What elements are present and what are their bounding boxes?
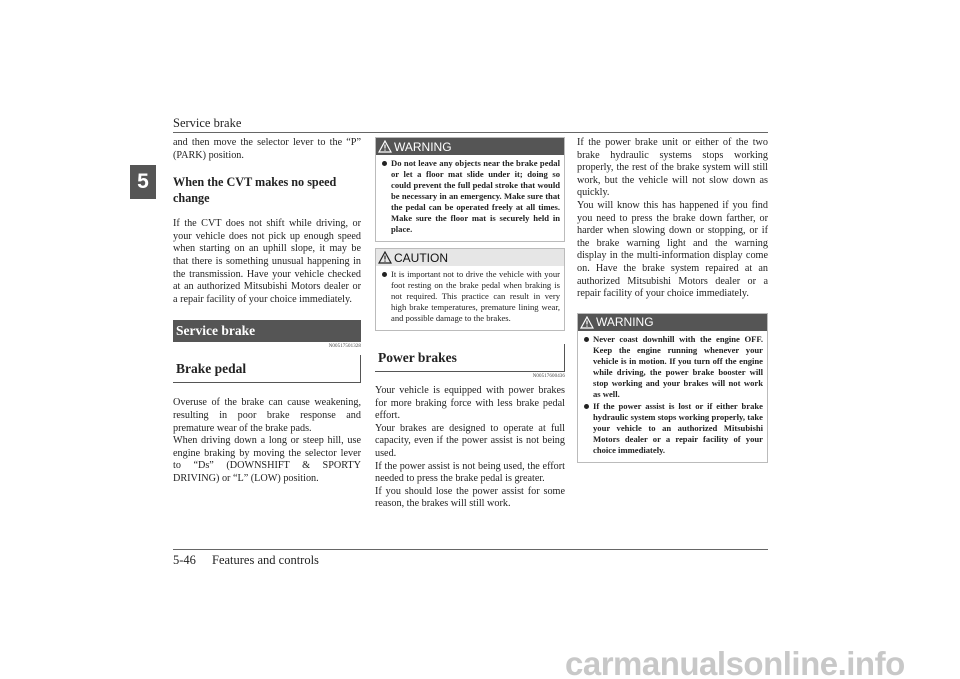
warning-text: Do not leave any objects near the brake pedal or let a floor mat slide under it; doing so could prevent the full pedal stroke that would be necessary in an emergency. Make sure that the pedal can be operated freely at all times. Make sure the floor mat is securely held in place. [391,158,560,234]
warning-item [380,158,560,235]
column-middle [375,137,565,511]
warning-box-coast [577,313,768,463]
warning-triangle-icon [580,316,594,329]
chapter-tab: 5 [130,165,156,199]
caution-item [380,269,560,324]
cvt-body: If the CVT does not shift while driving, or your vehicle does not pick up enough speed when starting on an uphill slope, it may be that there is something unusual happening in the transmission. Have your vehicle checked at an authorized Mitsubishi Motors dealer or a repair facility of your choice immediately. [173,218,361,305]
warning-header [578,314,767,331]
top-rule [173,132,768,133]
page-number: 5-46 [173,553,196,567]
caution-label: CAUTION [394,250,448,265]
cvt-heading: When the CVT makes no speed change [173,175,337,205]
warning-label: WARNING [394,139,452,154]
bullet-dot-icon [584,337,589,342]
warning-header [376,138,564,155]
bullet-dot-icon [382,161,387,166]
pedal-body-1: Overuse of the brake can cause weakening, resulting in poor brake response and premature wear of the brake pads. [173,397,361,434]
column-right [577,137,768,463]
warning-box-pedal [375,137,565,242]
warning-item-2: If the power assist is lost or if either brake hydraulic system stops working properly, take your vehicle to an authorized Mitsubishi Motors dealer or a repair facility of your choice immediately. [593,400,763,455]
column-left [173,137,361,486]
running-title: Service brake [173,116,242,130]
power-code: N00517600436 [532,374,565,379]
section-code: N00517501328 [328,344,361,350]
caution-header [376,249,564,266]
pedal-body-2: When driving down a long or steep hill, use engine braking by moving the selector lever to “Ds” (DOWNSHIFT & SPORTY DRIVING) or “L” (LOW) position. [173,435,361,484]
watermark: carmanualsonline.info [565,645,905,679]
warning-item-1: Never coast downhill with the engine OFF. Keep the engine running whenever your vehicle is in motion. If you turn off the engine while driving, the power brake booster will stop working and your brakes will not work as well. [593,333,763,399]
col3-body-2: You will know this has happened if you find you need to press the brake down farther, or harder when slowing down or stopping, or if the brake warning light and the warning display in the multi-information display come on. Have the brake system repaired at an authorized Mitsubishi Motors dealer or a repair facility of your choice immediately. [577,199,768,300]
caution-box [375,248,565,331]
warning-item [582,401,763,456]
power-body-3: If the power assist is not being used, the effort needed to press the brake pedal is greater. [375,460,565,485]
footer-rule [173,549,768,550]
power-brakes-heading: Power brakes [375,344,565,372]
brake-pedal-heading: Brake pedal [173,355,361,383]
intro-text: and then move the selector lever to the “P” (PARK) position. [173,137,361,161]
section-title-bar: Service brake [173,320,361,342]
warning-triangle-icon [378,140,392,153]
warning-item [582,334,763,400]
bullet-dot-icon [584,404,589,409]
warning-label: WARNING [596,315,654,330]
power-body-2: Your brakes are designed to operate at full capacity, even if the power assist is not being used. [375,422,565,459]
power-body-4: If you should lose the power assist for some reason, the brakes will still work. [375,485,565,510]
footer-title: Features and controls [212,553,319,567]
warning-triangle-icon [378,251,392,264]
bullet-dot-icon [382,272,387,277]
col3-body-1: If the power brake unit or either of the two brake hydraulic systems stops working properly, the rest of the brake system will still work, but the vehicle will not slow down as quickly. [577,137,768,199]
caution-text: It is important not to drive the vehicle with your foot resting on the brake pedal when braking is not required. This practice can result in very high brake temperatures, premature lining wear, and possible damage to the brakes. [391,269,560,323]
power-body-1: Your vehicle is equipped with power brakes for more braking force with less brake pedal effort. [375,385,565,422]
